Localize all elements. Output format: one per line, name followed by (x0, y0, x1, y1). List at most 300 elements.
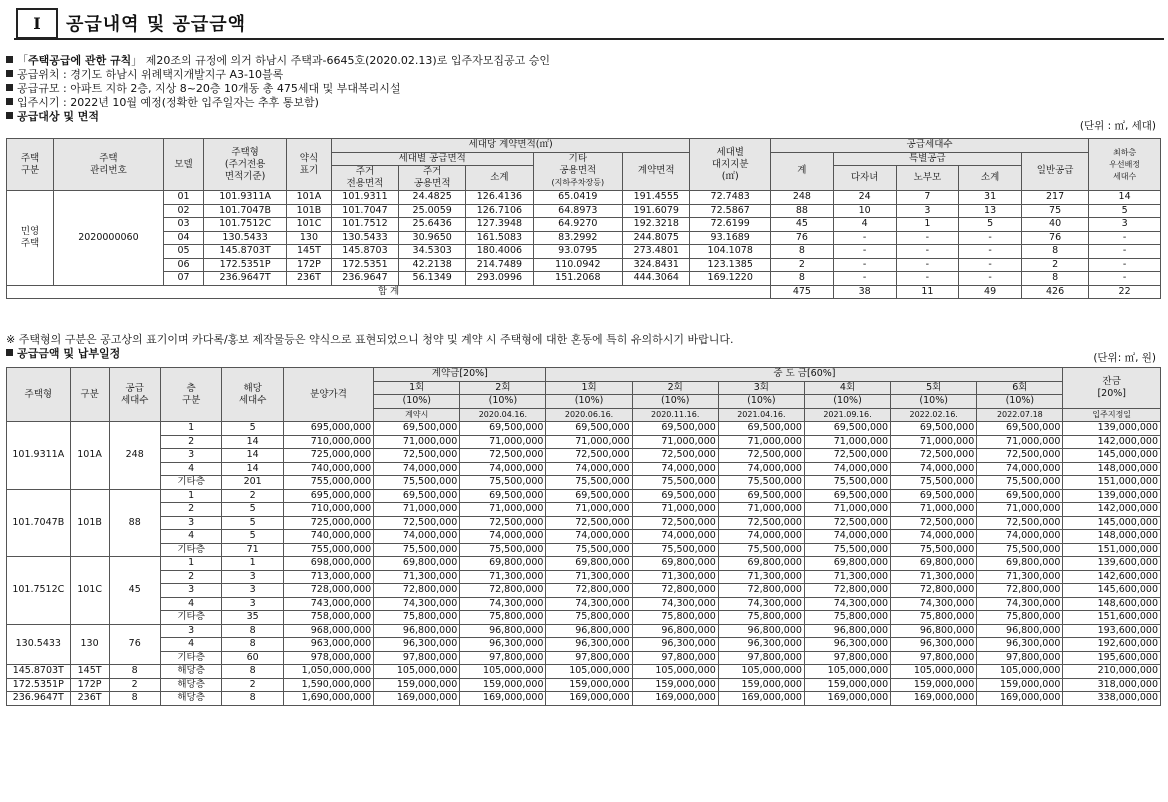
cell-installment: 169,000,000 (977, 692, 1063, 706)
cell-floor-units: 8 (222, 692, 284, 706)
table-cell: 07 (163, 272, 203, 286)
cell-balance: 139,000,000 (1063, 422, 1161, 436)
table-row (7, 584, 1161, 598)
cell-installment: 97,800,000 (977, 651, 1063, 665)
cell-installment: 169,000,000 (546, 692, 632, 706)
cell-floor-units: 14 (222, 435, 284, 449)
cell-installment: 75,500,000 (891, 476, 977, 490)
table-cell: 34.5303 (399, 245, 466, 259)
table-cell: 324.8431 (623, 258, 690, 272)
cell-installment: 159,000,000 (718, 678, 804, 692)
th-short: 약식 표기 (287, 139, 332, 191)
total-label: 합 계 (7, 285, 771, 299)
cell-price: 710,000,000 (283, 503, 373, 517)
cell-floor: 해당층 (160, 665, 222, 679)
th-p-div: 구분 (70, 368, 109, 422)
table-cell: 03 (163, 218, 203, 232)
total-cell: 22 (1089, 285, 1161, 299)
th-special: 특별공급 (833, 152, 1021, 166)
th-installment-no: 5회 (891, 381, 977, 395)
table-cell: 06 (163, 258, 203, 272)
table-cell: 05 (163, 245, 203, 259)
cell-floor-units: 2 (222, 678, 284, 692)
cell-price: 1,590,000,000 (283, 678, 373, 692)
cell-installment: 74,000,000 (891, 530, 977, 544)
table-cell: 24 (833, 191, 896, 205)
cell-installment: 105,000,000 (546, 665, 632, 679)
cell-installment: 169,000,000 (632, 692, 718, 706)
cell-floor-units: 14 (222, 449, 284, 463)
table-cell: 101C (287, 218, 332, 232)
cell-installment: 96,800,000 (804, 624, 890, 638)
cell-installment: 75,500,000 (460, 543, 546, 557)
table-cell: 14 (1089, 191, 1161, 205)
th-installment-no: 1회 (374, 381, 460, 395)
cell-type: 101.7047B (7, 489, 71, 557)
table-row (7, 570, 1161, 584)
cell-floor: 3 (160, 449, 222, 463)
cell-installment: 97,800,000 (546, 651, 632, 665)
cell-floor: 기타층 (160, 651, 222, 665)
cell-installment: 71,000,000 (718, 435, 804, 449)
cell-installment: 72,800,000 (804, 584, 890, 598)
table-cell: - (833, 258, 896, 272)
cell-price: 755,000,000 (283, 476, 373, 490)
cell-installment: 96,300,000 (718, 638, 804, 652)
cell-price: 758,000,000 (283, 611, 373, 625)
cell-installment: 97,800,000 (374, 651, 460, 665)
cell-balance: 142,600,000 (1063, 570, 1161, 584)
th-installment-pct: (10%) (804, 395, 890, 409)
table-cell: 236.9647 (331, 272, 398, 286)
th-installment-date: 2022.07.18 (977, 408, 1063, 422)
cell-installment: 96,300,000 (374, 638, 460, 652)
cell-installment: 74,000,000 (804, 462, 890, 476)
cell-installment: 69,500,000 (632, 489, 718, 503)
cell-balance: 145,000,000 (1063, 449, 1161, 463)
table-row (7, 624, 1161, 638)
info-text: 공급규모 : 아파트 지하 2층, 지상 8~20층 10개동 총 475세대 및 부대복리시설 (17, 82, 401, 95)
th-land: 세대별 대지지분 (㎡) (690, 139, 771, 191)
cell-price: 713,000,000 (283, 570, 373, 584)
cell-installment: 159,000,000 (546, 678, 632, 692)
info-bold: 공급금액 및 납부일정 (17, 347, 121, 360)
table-cell: 180.4006 (466, 245, 533, 259)
cell-price: 695,000,000 (283, 489, 373, 503)
cell-price: 728,000,000 (283, 584, 373, 598)
th-subtotal: 소계 (466, 166, 533, 191)
cell-type: 172.5351P (7, 678, 71, 692)
notice-text: ※ 주택형의 구분은 공고상의 표기이며 카다록/홍보 제작물등은 약식으로 표현되었으니 청약 및 계약 시 주택형에 대한 혼동에 특히 유의하시기 바랍니다. (6, 333, 734, 346)
cell-installment: 74,300,000 (804, 597, 890, 611)
table-cell: 169.1220 (690, 272, 771, 286)
cell-installment: 74,000,000 (460, 462, 546, 476)
cell-installment: 75,500,000 (460, 476, 546, 490)
cell-price: 725,000,000 (283, 449, 373, 463)
cell-installment: 96,800,000 (891, 624, 977, 638)
cell-floor-units: 60 (222, 651, 284, 665)
cell-installment: 169,000,000 (891, 692, 977, 706)
cell-installment: 72,500,000 (977, 516, 1063, 530)
cell-installment: 72,500,000 (546, 449, 632, 463)
table-cell: - (1089, 231, 1161, 245)
th-p-floor: 층 구분 (160, 368, 222, 422)
cell-installment: 72,500,000 (718, 449, 804, 463)
cell-installment: 75,500,000 (546, 543, 632, 557)
cell-installment: 105,000,000 (891, 665, 977, 679)
cell-installment: 75,500,000 (891, 543, 977, 557)
cell-installment: 75,800,000 (632, 611, 718, 625)
table-row (7, 638, 1161, 652)
table-cell: 3 (896, 204, 959, 218)
cell-installment: 69,500,000 (891, 489, 977, 503)
table-cell: 101.7512 (331, 218, 398, 232)
cell-installment: 72,500,000 (632, 449, 718, 463)
table-cell: 444.3064 (623, 272, 690, 286)
cell-price: 978,000,000 (283, 651, 373, 665)
cell-price: 698,000,000 (283, 557, 373, 571)
table-cell: 101.7047 (331, 204, 398, 218)
cell-installment: 72,800,000 (891, 584, 977, 598)
table-cell: 248 (771, 191, 834, 205)
cell-floor-units: 8 (222, 624, 284, 638)
table-cell: - (959, 272, 1022, 286)
th-multi: 다자녀 (833, 166, 896, 191)
table-cell: 236T (287, 272, 332, 286)
table-cell: 172.5351P (204, 258, 287, 272)
cell-installment: 72,800,000 (632, 584, 718, 598)
th-installment-pct: (10%) (718, 395, 804, 409)
table-cell: 42.2138 (399, 258, 466, 272)
cell-floor: 해당층 (160, 678, 222, 692)
table-row (7, 611, 1161, 625)
cell-installment: 169,000,000 (718, 692, 804, 706)
table-row (7, 503, 1161, 517)
cell-installment: 72,800,000 (977, 584, 1063, 598)
cell-installment: 105,000,000 (977, 665, 1063, 679)
cell-installment: 69,800,000 (460, 557, 546, 571)
cell-installment: 72,500,000 (804, 449, 890, 463)
cell-floor: 기타층 (160, 611, 222, 625)
table-cell: 127.3948 (466, 218, 533, 232)
table-row (7, 231, 1161, 245)
table-cell: - (959, 231, 1022, 245)
cell-installment: 69,500,000 (460, 422, 546, 436)
cell-div: 130 (70, 624, 109, 665)
cell-floor: 기타층 (160, 476, 222, 490)
cell-installment: 105,000,000 (632, 665, 718, 679)
table-cell: 13 (959, 204, 1022, 218)
total-cell: 426 (1021, 285, 1088, 299)
cell-installment: 72,500,000 (891, 516, 977, 530)
table-cell: 93.0795 (533, 245, 623, 259)
cell-installment: 71,000,000 (546, 503, 632, 517)
th-installment-no: 2회 (460, 381, 546, 395)
th-p-mid: 중 도 금[60%] (546, 368, 1063, 382)
cell-installment: 74,300,000 (977, 597, 1063, 611)
cell-installment: 69,800,000 (804, 557, 890, 571)
table-cell: 8 (1021, 245, 1088, 259)
cell-installment: 71,000,000 (632, 435, 718, 449)
cell-floor: 1 (160, 422, 222, 436)
cell-balance: 139,000,000 (1063, 489, 1161, 503)
table-cell: - (1089, 272, 1161, 286)
cell-floor: 기타층 (160, 543, 222, 557)
cell-div: 236T (70, 692, 109, 706)
cell-installment: 96,800,000 (718, 624, 804, 638)
cell-div: 172P (70, 678, 109, 692)
cell-installment: 69,500,000 (546, 489, 632, 503)
table-row (7, 651, 1161, 665)
cell-installment: 159,000,000 (632, 678, 718, 692)
cell-installment: 96,300,000 (977, 638, 1063, 652)
unit-label-price: (단위: ㎡, 원) (1093, 352, 1156, 364)
cell-installment: 75,500,000 (632, 476, 718, 490)
cell-installment: 74,000,000 (632, 462, 718, 476)
cell-installment: 75,500,000 (804, 543, 890, 557)
price-schedule-table (6, 367, 1161, 706)
table-cell: 83.2992 (533, 231, 623, 245)
th-common: 주거 공용면적 (399, 166, 466, 191)
cell-installment: 159,000,000 (891, 678, 977, 692)
cell-balance: 151,000,000 (1063, 543, 1161, 557)
cell-installment: 74,000,000 (718, 530, 804, 544)
table-cell: - (833, 231, 896, 245)
th-contract: 계약면적 (623, 152, 690, 191)
cell-price: 968,000,000 (283, 624, 373, 638)
table-cell: 130.5433 (331, 231, 398, 245)
cell-balance: 151,000,000 (1063, 476, 1161, 490)
th-mgmt-no: 주택 관리번호 (54, 139, 164, 191)
cell-balance: 338,000,000 (1063, 692, 1161, 706)
cell-installment: 159,000,000 (374, 678, 460, 692)
th-other-sub: (지하주차장등) (551, 178, 605, 188)
cell-installment: 72,500,000 (546, 516, 632, 530)
th-installment-date: 2021.09.16. (804, 408, 890, 422)
table-cell: 02 (163, 204, 203, 218)
table-cell: 130 (287, 231, 332, 245)
cell-units: 2 (109, 678, 160, 692)
table-cell: 3 (1089, 218, 1161, 232)
cell-installment: 96,300,000 (460, 638, 546, 652)
th-p-floor-units: 해당 세대수 (222, 368, 284, 422)
info-bold: 주택공급에 관한 규칙 (28, 54, 132, 67)
table-cell: 101A (287, 191, 332, 205)
th-general: 일반공급 (1021, 152, 1088, 191)
table-cell: 1 (896, 218, 959, 232)
cell-type-div: 민영 주택 (7, 191, 54, 286)
cell-floor-units: 8 (222, 638, 284, 652)
cell-price: 740,000,000 (283, 462, 373, 476)
table-cell: 101.7047B (204, 204, 287, 218)
table-cell: - (1089, 258, 1161, 272)
cell-floor: 4 (160, 638, 222, 652)
cell-price: 755,000,000 (283, 543, 373, 557)
table-cell: 217 (1021, 191, 1088, 205)
th-p-balance: 잔금 [20%] (1063, 368, 1161, 409)
table-row (7, 530, 1161, 544)
cell-installment: 97,800,000 (632, 651, 718, 665)
table-cell: - (833, 245, 896, 259)
table-cell: 8 (771, 245, 834, 259)
table-cell: 01 (163, 191, 203, 205)
bullet-square-icon (6, 84, 13, 91)
th-installment-date: 2020.04.16. (460, 408, 546, 422)
section-header (14, 6, 1164, 40)
cell-floor-units: 201 (222, 476, 284, 490)
th-installment-pct: (10%) (546, 395, 632, 409)
bullet-square-icon (6, 56, 13, 63)
table-cell: 145.8703 (331, 245, 398, 259)
cell-installment: 71,000,000 (977, 503, 1063, 517)
cell-price: 695,000,000 (283, 422, 373, 436)
th-installment-pct: (10%) (374, 395, 460, 409)
cell-installment: 96,300,000 (804, 638, 890, 652)
cell-installment: 96,300,000 (632, 638, 718, 652)
supply-area-table (6, 138, 1161, 299)
table-cell: 101.9311A (204, 191, 287, 205)
table-row (7, 692, 1161, 706)
cell-floor: 1 (160, 489, 222, 503)
cell-installment: 96,800,000 (632, 624, 718, 638)
cell-div: 101B (70, 489, 109, 557)
table-cell: 145.8703T (204, 245, 287, 259)
cell-floor-units: 5 (222, 422, 284, 436)
cell-floor: 4 (160, 462, 222, 476)
cell-installment: 105,000,000 (718, 665, 804, 679)
th-p-units: 공급 세대수 (109, 368, 160, 422)
cell-installment: 96,300,000 (891, 638, 977, 652)
cell-installment: 72,800,000 (718, 584, 804, 598)
bullet-square-icon (6, 349, 13, 356)
cell-installment: 72,800,000 (546, 584, 632, 598)
cell-installment: 72,500,000 (460, 516, 546, 530)
cell-price: 963,000,000 (283, 638, 373, 652)
th-installment-pct: (10%) (632, 395, 718, 409)
table-cell: 24.4825 (399, 191, 466, 205)
table-cell: 126.4136 (466, 191, 533, 205)
cell-balance: 139,600,000 (1063, 557, 1161, 571)
cell-installment: 96,800,000 (977, 624, 1063, 638)
table-cell: 101B (287, 204, 332, 218)
cell-installment: 74,300,000 (891, 597, 977, 611)
th-installment-no: 2회 (632, 381, 718, 395)
table-cell: 25.6436 (399, 218, 466, 232)
cell-installment: 69,500,000 (804, 489, 890, 503)
unit-label-area: (단위 : ㎡, 세대) (1079, 120, 1156, 132)
total-cell: 475 (771, 285, 834, 299)
table-cell: 75 (1021, 204, 1088, 218)
cell-installment: 75,800,000 (460, 611, 546, 625)
table-row (7, 272, 1161, 286)
table-cell: 76 (771, 231, 834, 245)
cell-balance: 145,000,000 (1063, 516, 1161, 530)
table-cell: - (959, 258, 1022, 272)
cell-installment: 169,000,000 (804, 692, 890, 706)
cell-installment: 72,500,000 (891, 449, 977, 463)
cell-balance: 148,000,000 (1063, 530, 1161, 544)
cell-installment: 71,000,000 (977, 435, 1063, 449)
cell-installment: 69,500,000 (718, 489, 804, 503)
table-cell: 2 (771, 258, 834, 272)
table-cell: 56.1349 (399, 272, 466, 286)
cell-installment: 105,000,000 (460, 665, 546, 679)
cell-installment: 69,800,000 (718, 557, 804, 571)
cell-installment: 69,500,000 (374, 489, 460, 503)
cell-floor: 4 (160, 597, 222, 611)
cell-installment: 75,500,000 (718, 476, 804, 490)
table-row (7, 543, 1161, 557)
cell-installment: 105,000,000 (804, 665, 890, 679)
cell-installment: 71,000,000 (891, 435, 977, 449)
table-row (7, 422, 1161, 436)
cell-installment: 75,500,000 (977, 543, 1063, 557)
table-cell: 110.0942 (533, 258, 623, 272)
table-row (7, 258, 1161, 272)
info-text: 」 제20조의 규정에 의거 하남시 주택과-6645호(2020.02.13)로 입주자모집공고 승인 (131, 54, 550, 67)
table-cell: 273.4801 (623, 245, 690, 259)
cell-installment: 75,800,000 (977, 611, 1063, 625)
cell-type: 101.7512C (7, 557, 71, 625)
cell-installment: 72,800,000 (460, 584, 546, 598)
section-number: I (16, 8, 58, 39)
cell-installment: 69,800,000 (632, 557, 718, 571)
total-cell: 49 (959, 285, 1022, 299)
th-elder: 노부모 (896, 166, 959, 191)
cell-installment: 71,300,000 (374, 570, 460, 584)
cell-installment: 69,500,000 (977, 489, 1063, 503)
th-installment-pct: (10%) (977, 395, 1063, 409)
total-cell: 38 (833, 285, 896, 299)
cell-installment: 75,500,000 (546, 476, 632, 490)
cell-installment: 72,500,000 (804, 516, 890, 530)
cell-balance: 192,600,000 (1063, 638, 1161, 652)
cell-installment: 69,800,000 (546, 557, 632, 571)
cell-balance: 151,600,000 (1063, 611, 1161, 625)
table-cell: 76 (1021, 231, 1088, 245)
table-cell: 293.0996 (466, 272, 533, 286)
cell-div: 101C (70, 557, 109, 625)
info-bold: 공급대상 및 면적 (17, 110, 100, 123)
table-row (7, 476, 1161, 490)
table-cell: 126.7106 (466, 204, 533, 218)
cell-installment: 75,800,000 (374, 611, 460, 625)
cell-floor-units: 71 (222, 543, 284, 557)
cell-installment: 75,800,000 (546, 611, 632, 625)
info-text: 입주시기 : 2022년 10월 예정(정확한 입주일자는 추후 통보함) (17, 96, 319, 109)
subsection-price (6, 347, 120, 361)
cell-balance: 148,600,000 (1063, 597, 1161, 611)
table-cell: 101.9311 (331, 191, 398, 205)
cell-installment: 74,000,000 (977, 530, 1063, 544)
cell-installment: 71,000,000 (632, 503, 718, 517)
table-cell: 101.7512C (204, 218, 287, 232)
cell-installment: 71,300,000 (632, 570, 718, 584)
cell-div: 145T (70, 665, 109, 679)
table-cell: 4 (833, 218, 896, 232)
cell-price: 710,000,000 (283, 435, 373, 449)
cell-floor: 2 (160, 570, 222, 584)
cell-floor: 해당층 (160, 692, 222, 706)
cell-installment: 72,500,000 (977, 449, 1063, 463)
table-cell: 31 (959, 191, 1022, 205)
table-cell: 104.1078 (690, 245, 771, 259)
cell-floor: 3 (160, 516, 222, 530)
cell-installment: 71,000,000 (460, 435, 546, 449)
th-installment-pct: (10%) (891, 395, 977, 409)
cell-installment: 71,000,000 (374, 503, 460, 517)
cell-units: 8 (109, 665, 160, 679)
